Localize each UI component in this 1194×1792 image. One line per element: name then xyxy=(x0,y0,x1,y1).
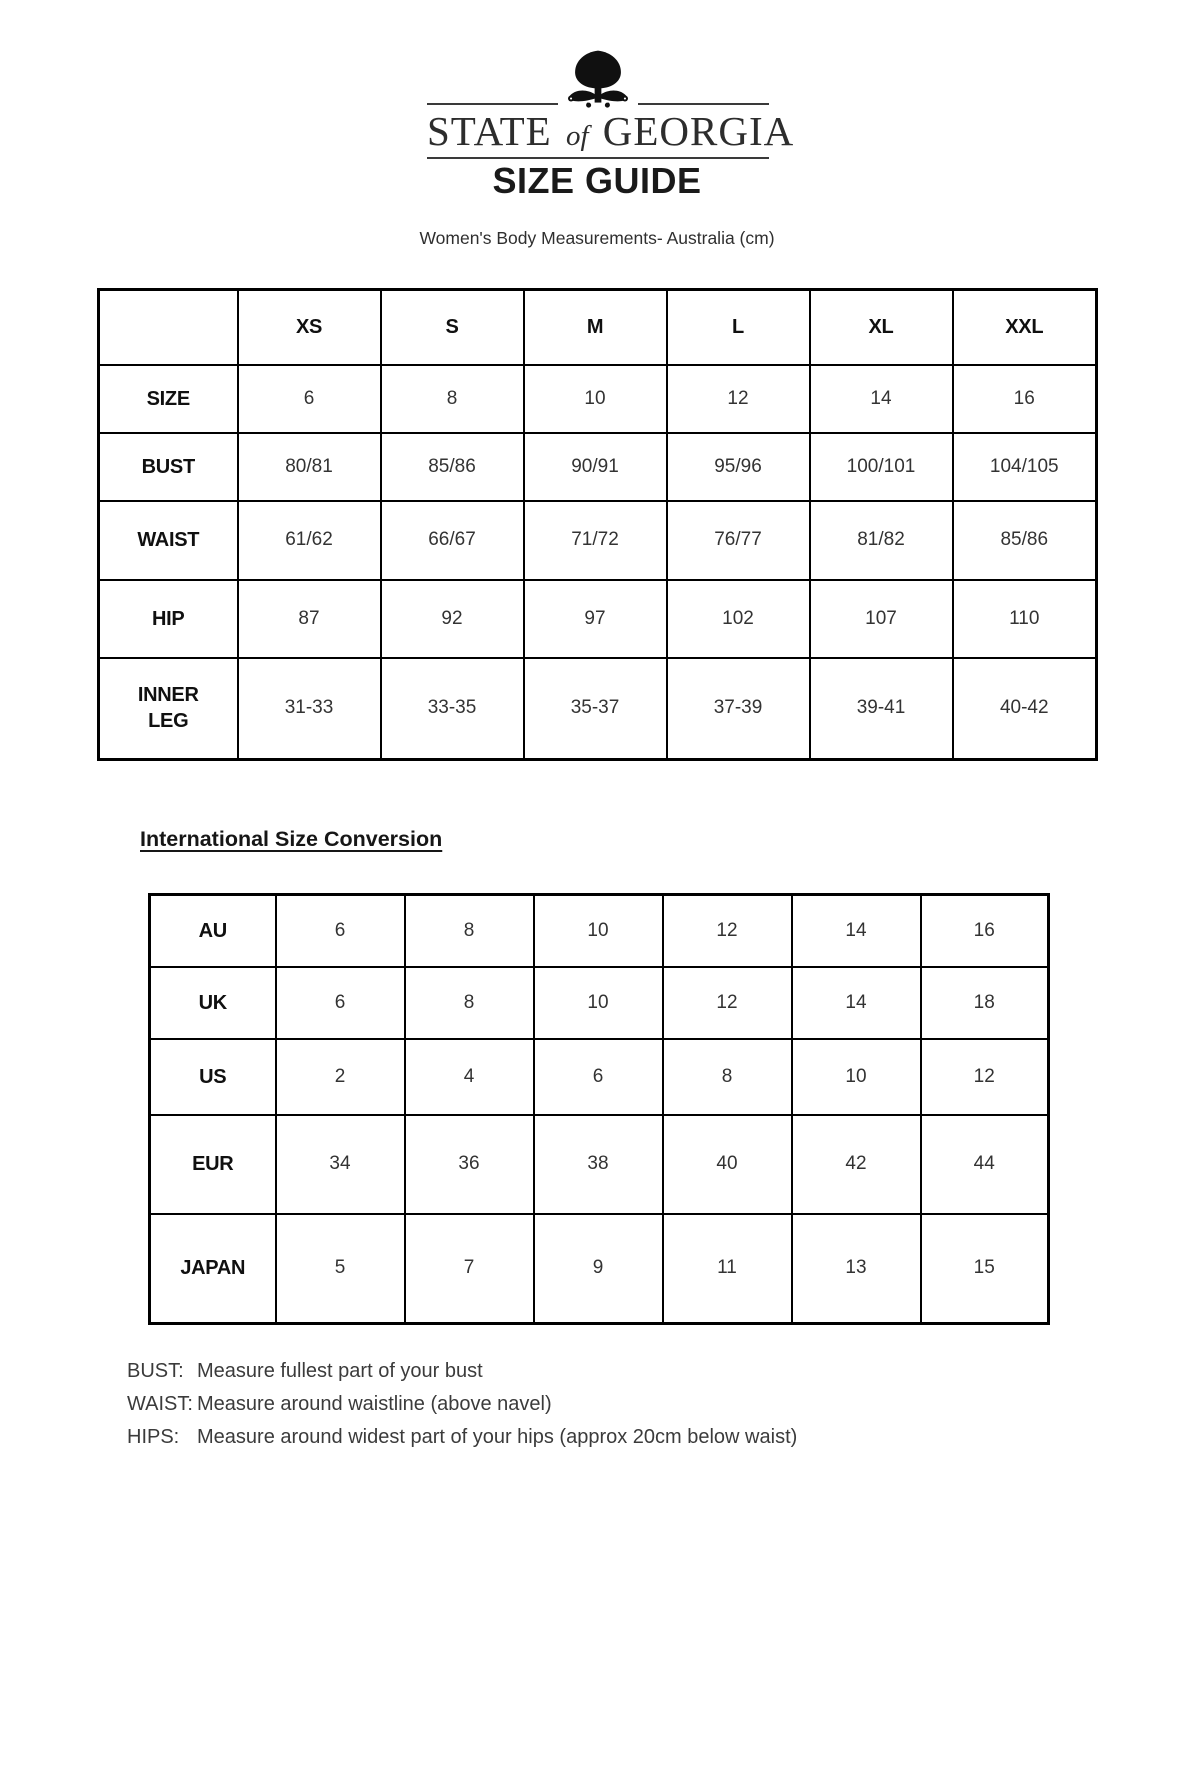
page-subtitle: Women's Body Measurements- Australia (cm) xyxy=(419,228,775,248)
col-header-m: M xyxy=(524,290,667,365)
brand-logo xyxy=(427,52,795,162)
cell: 44 xyxy=(921,1115,1049,1214)
note-text: Measure fullest part of your bust xyxy=(197,1360,483,1382)
conversion-heading: International Size Conversion xyxy=(140,827,443,851)
cell: 76/77 xyxy=(667,501,810,580)
logo-rule-right xyxy=(638,103,769,105)
table-row-au xyxy=(150,895,1049,967)
cell: 13 xyxy=(792,1214,921,1324)
cell: 100/101 xyxy=(810,433,953,501)
cell: 104/105 xyxy=(953,433,1097,501)
measurements-table xyxy=(97,288,1098,761)
brand-name xyxy=(427,108,795,159)
row-label-us: US xyxy=(150,1039,276,1115)
table-row-waist xyxy=(99,501,1097,580)
table-row-inner-leg xyxy=(99,658,1097,760)
page-title: SIZE GUIDE xyxy=(492,160,702,201)
row-label-eur: EUR xyxy=(150,1115,276,1214)
cell: 66/67 xyxy=(381,501,524,580)
cell: 8 xyxy=(381,365,524,433)
cell: 16 xyxy=(953,365,1097,433)
row-label-waist: WAIST xyxy=(99,501,238,580)
cell: 7 xyxy=(405,1214,534,1324)
cell: 12 xyxy=(663,895,792,967)
brand-name-georgia: GEORGIA xyxy=(602,108,795,154)
note-bust xyxy=(127,1355,797,1388)
note-label: HIPS: xyxy=(127,1426,180,1448)
cell: 14 xyxy=(810,365,953,433)
note-label: BUST: xyxy=(127,1360,184,1382)
cell: 71/72 xyxy=(524,501,667,580)
cell: 10 xyxy=(534,895,663,967)
cell: 97 xyxy=(524,580,667,658)
cell: 36 xyxy=(405,1115,534,1214)
note-text: Measure around widest part of your hips (approx 20cm below waist) xyxy=(197,1426,798,1448)
row-label-uk: UK xyxy=(150,967,276,1039)
cell: 8 xyxy=(405,967,534,1039)
table-row-eur xyxy=(150,1115,1049,1214)
logo-rule-left xyxy=(427,103,558,105)
cell: 31-33 xyxy=(238,658,381,760)
brand-name-of: of xyxy=(565,120,589,152)
cell: 12 xyxy=(667,365,810,433)
cell: 14 xyxy=(792,895,921,967)
col-header-l: L xyxy=(667,290,810,365)
cell: 6 xyxy=(534,1039,663,1115)
cell: 9 xyxy=(534,1214,663,1324)
table-row-uk xyxy=(150,967,1049,1039)
table-row-us xyxy=(150,1039,1049,1115)
note-hips xyxy=(127,1421,797,1454)
cell: 33-35 xyxy=(381,658,524,760)
cell: 42 xyxy=(792,1115,921,1214)
cell: 12 xyxy=(663,967,792,1039)
table-row-size xyxy=(99,365,1097,433)
cell: 15 xyxy=(921,1214,1049,1324)
cell: 92 xyxy=(381,580,524,658)
cell: 2 xyxy=(276,1039,405,1115)
table-header-row xyxy=(99,290,1097,365)
cell: 10 xyxy=(792,1039,921,1115)
cell: 107 xyxy=(810,580,953,658)
table-row-hip xyxy=(99,580,1097,658)
note-text: Measure around waistline (above navel) xyxy=(197,1393,552,1415)
cell: 61/62 xyxy=(238,501,381,580)
cell: 8 xyxy=(405,895,534,967)
cell: 102 xyxy=(667,580,810,658)
cell: 85/86 xyxy=(381,433,524,501)
cell: 90/91 xyxy=(524,433,667,501)
col-header-xs: XS xyxy=(238,290,381,365)
cell: 12 xyxy=(921,1039,1049,1115)
col-header-xxl: XXL xyxy=(953,290,1097,365)
cell: 39-41 xyxy=(810,658,953,760)
cell: 6 xyxy=(276,967,405,1039)
row-label-au: AU xyxy=(150,895,276,967)
table-row-bust xyxy=(99,433,1097,501)
row-label-inner-leg: INNER LEG xyxy=(99,658,238,760)
cell: 6 xyxy=(276,895,405,967)
logo-rule-bottom xyxy=(427,157,769,159)
cell: 11 xyxy=(663,1214,792,1324)
note-waist xyxy=(127,1388,797,1421)
table-row-japan xyxy=(150,1214,1049,1324)
cell: 81/82 xyxy=(810,501,953,580)
cell: 38 xyxy=(534,1115,663,1214)
note-label: WAIST: xyxy=(127,1393,193,1415)
conversion-table xyxy=(148,893,1050,1325)
col-header-xl: XL xyxy=(810,290,953,365)
cell: 16 xyxy=(921,895,1049,967)
cell: 18 xyxy=(921,967,1049,1039)
cell: 8 xyxy=(663,1039,792,1115)
row-label-japan: JAPAN xyxy=(150,1214,276,1324)
cell: 34 xyxy=(276,1115,405,1214)
col-header-s: S xyxy=(381,290,524,365)
corner-cell xyxy=(99,290,238,365)
row-label-hip: HIP xyxy=(99,580,238,658)
cell: 80/81 xyxy=(238,433,381,501)
tree-icon xyxy=(557,50,639,112)
cell: 95/96 xyxy=(667,433,810,501)
measuring-notes xyxy=(127,1355,797,1454)
row-label-bust: BUST xyxy=(99,433,238,501)
cell: 35-37 xyxy=(524,658,667,760)
cell: 6 xyxy=(238,365,381,433)
cell: 10 xyxy=(534,967,663,1039)
cell: 10 xyxy=(524,365,667,433)
cell: 37-39 xyxy=(667,658,810,760)
cell: 110 xyxy=(953,580,1097,658)
cell: 14 xyxy=(792,967,921,1039)
cell: 85/86 xyxy=(953,501,1097,580)
cell: 87 xyxy=(238,580,381,658)
brand-name-state: STATE xyxy=(427,108,552,154)
cell: 5 xyxy=(276,1214,405,1324)
cell: 40-42 xyxy=(953,658,1097,760)
row-label-size: SIZE xyxy=(99,365,238,433)
cell: 4 xyxy=(405,1039,534,1115)
cell: 40 xyxy=(663,1115,792,1214)
